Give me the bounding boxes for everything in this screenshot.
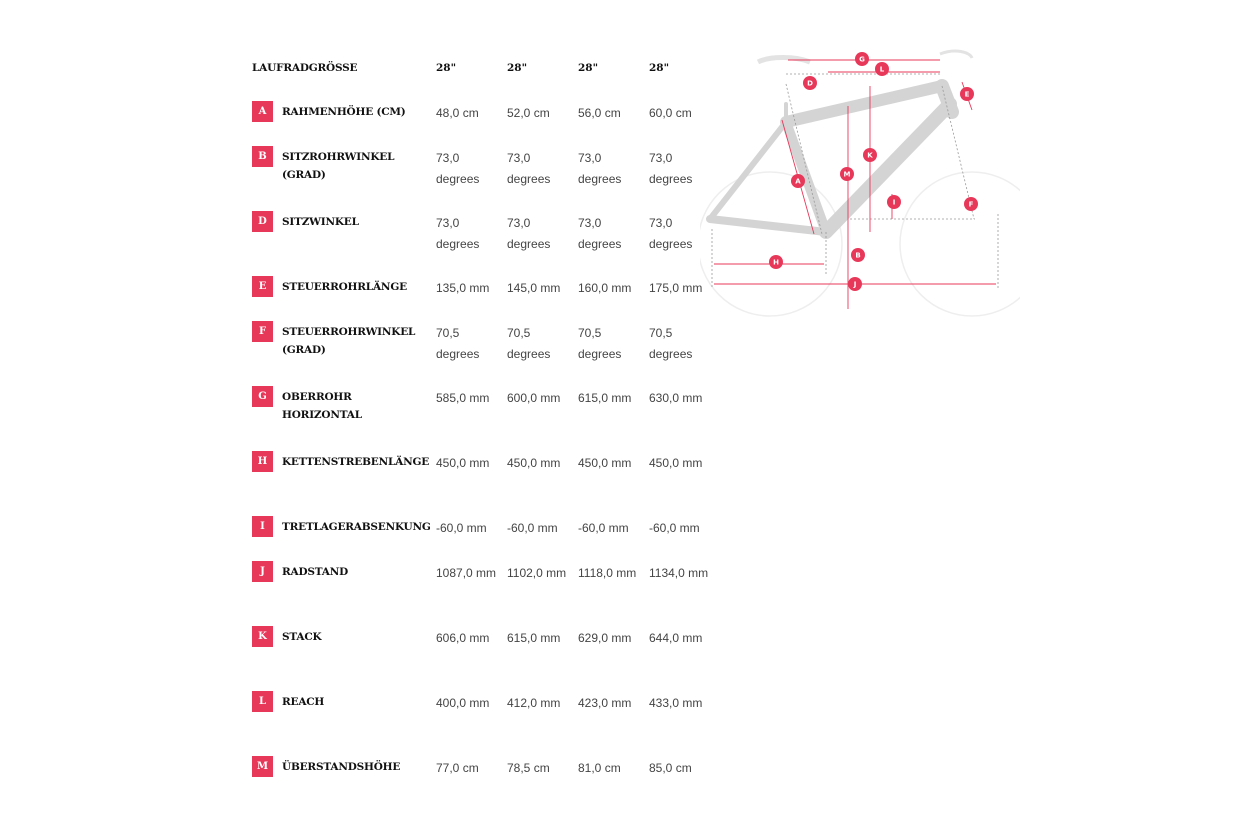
table-cell: 48,0 cm <box>436 106 479 120</box>
table-row <box>246 200 716 265</box>
table-cell: 145,0 mm <box>507 281 561 295</box>
row-key-badge: B <box>252 146 273 167</box>
table-cell: 644,0 mm <box>649 631 703 645</box>
table-cell: 400,0 mm <box>436 696 490 710</box>
marker-h-label: H <box>773 258 779 267</box>
table-cell: 70,5 degrees <box>578 326 622 361</box>
table-cell: 70,5 degrees <box>436 326 480 361</box>
geometry-table <box>246 46 716 810</box>
marker-a-label: A <box>795 177 801 186</box>
row-label: SITZROHRWINKEL (GRAD) <box>282 151 395 181</box>
marker-l-label: L <box>879 65 885 74</box>
bike-frame <box>710 86 952 232</box>
table-cell: 73,0 degrees <box>507 151 551 186</box>
table-row <box>246 615 716 680</box>
row-label: REACH <box>282 696 325 708</box>
table-cell: -60,0 mm <box>436 521 487 535</box>
header-label: LAUFRADGRÖSSE <box>252 62 358 74</box>
row-label: OBERROHR HORIZONTAL <box>282 391 362 421</box>
row-label: STEUERROHRLÄNGE <box>282 281 407 293</box>
table-header-row <box>246 46 716 90</box>
row-key-badge: F <box>252 321 273 342</box>
row-label: STEUERROHRWINKEL (GRAD) <box>282 326 416 356</box>
table-cell: 450,0 mm <box>436 456 490 470</box>
table-cell: 1102,0 mm <box>507 566 567 580</box>
row-key-badge: A <box>252 101 273 122</box>
table-row <box>246 550 716 615</box>
table-row <box>246 505 716 550</box>
table-cell: 73,0 degrees <box>649 151 693 186</box>
table-row <box>246 375 716 440</box>
marker-k-label: K <box>867 151 873 160</box>
row-label: TRETLAGERABSENKUNG <box>282 521 431 533</box>
size-header: 28" <box>649 61 670 74</box>
marker-g-label: G <box>859 55 865 64</box>
table-cell: -60,0 mm <box>578 521 629 535</box>
table-cell: 70,5 degrees <box>649 326 693 361</box>
table-row <box>246 310 716 375</box>
row-label: STACK <box>282 631 322 643</box>
table-cell: 450,0 mm <box>507 456 561 470</box>
row-key-badge: G <box>252 386 273 407</box>
table-cell: 70,5 degrees <box>507 326 551 361</box>
table-cell: 423,0 mm <box>578 696 632 710</box>
table-cell: 615,0 mm <box>507 631 561 645</box>
marker-j-label: J <box>853 280 857 289</box>
table-cell: 52,0 cm <box>507 106 550 120</box>
table-row <box>246 135 716 200</box>
table-cell: -60,0 mm <box>507 521 558 535</box>
row-label: KETTENSTREBENLÄNGE <box>282 456 430 468</box>
table-cell: 73,0 degrees <box>436 151 480 186</box>
table-cell: 85,0 cm <box>649 761 692 775</box>
marker-i-label: I <box>892 198 896 207</box>
size-header: 28" <box>507 61 528 74</box>
table-cell: 135,0 mm <box>436 281 490 295</box>
table-cell: 77,0 cm <box>436 761 479 775</box>
front-wheel <box>900 172 1020 316</box>
row-key-badge: E <box>252 276 273 297</box>
table-cell: 73,0 degrees <box>578 151 622 186</box>
table-cell: 160,0 mm <box>578 281 632 295</box>
table-cell: 433,0 mm <box>649 696 703 710</box>
table-cell: 73,0 degrees <box>507 216 551 251</box>
table-row <box>246 265 716 310</box>
row-label: ÜBERSTANDSHÖHE <box>282 761 401 773</box>
row-key-badge: J <box>252 561 273 582</box>
rear-wheel <box>700 172 842 316</box>
table-row <box>246 440 716 505</box>
table-row <box>246 745 716 810</box>
row-key-badge: H <box>252 451 273 472</box>
table-cell: 1118,0 mm <box>578 566 637 580</box>
marker-b-label: B <box>855 251 861 260</box>
table-cell: 73,0 degrees <box>436 216 480 251</box>
row-label: SITZWINKEL <box>282 216 359 228</box>
table-cell: 630,0 mm <box>649 391 703 405</box>
table-cell: 78,5 cm <box>507 761 550 775</box>
table-cell: 606,0 mm <box>436 631 490 645</box>
table-cell: 450,0 mm <box>578 456 632 470</box>
row-label: RADSTAND <box>282 566 349 578</box>
table-cell: 600,0 mm <box>507 391 561 405</box>
table-cell: 615,0 mm <box>578 391 632 405</box>
table-cell: 585,0 mm <box>436 391 490 405</box>
table-row <box>246 90 716 135</box>
table-cell: 60,0 cm <box>649 106 692 120</box>
table-cell: -60,0 mm <box>649 521 700 535</box>
row-label: RAHMENHÖHE (CM) <box>282 106 406 118</box>
size-header: 28" <box>436 61 457 74</box>
table-cell: 1087,0 mm <box>436 566 497 580</box>
table-cell: 73,0 degrees <box>578 216 622 251</box>
row-key-badge: K <box>252 626 273 647</box>
table-cell: 73,0 degrees <box>649 216 693 251</box>
table-cell: 175,0 mm <box>649 281 703 295</box>
row-key-badge: M <box>252 756 273 777</box>
table-cell: 450,0 mm <box>649 456 703 470</box>
marker-m-label: M <box>843 170 851 179</box>
table-cell: 412,0 mm <box>507 696 561 710</box>
bike-geometry-diagram <box>700 44 1020 319</box>
row-key-badge: L <box>252 691 273 712</box>
table-cell: 56,0 cm <box>578 106 621 120</box>
table-cell: 81,0 cm <box>578 761 621 775</box>
size-header: 28" <box>578 61 599 74</box>
marker-f-label: F <box>968 200 974 209</box>
handlebar <box>940 51 972 58</box>
table-cell: 1134,0 mm <box>649 566 709 580</box>
table-cell: 629,0 mm <box>578 631 632 645</box>
marker-d-label: D <box>807 79 813 88</box>
row-key-badge: I <box>252 516 273 537</box>
row-key-badge: D <box>252 211 273 232</box>
marker-e-label: E <box>964 90 970 99</box>
table-row <box>246 680 716 745</box>
